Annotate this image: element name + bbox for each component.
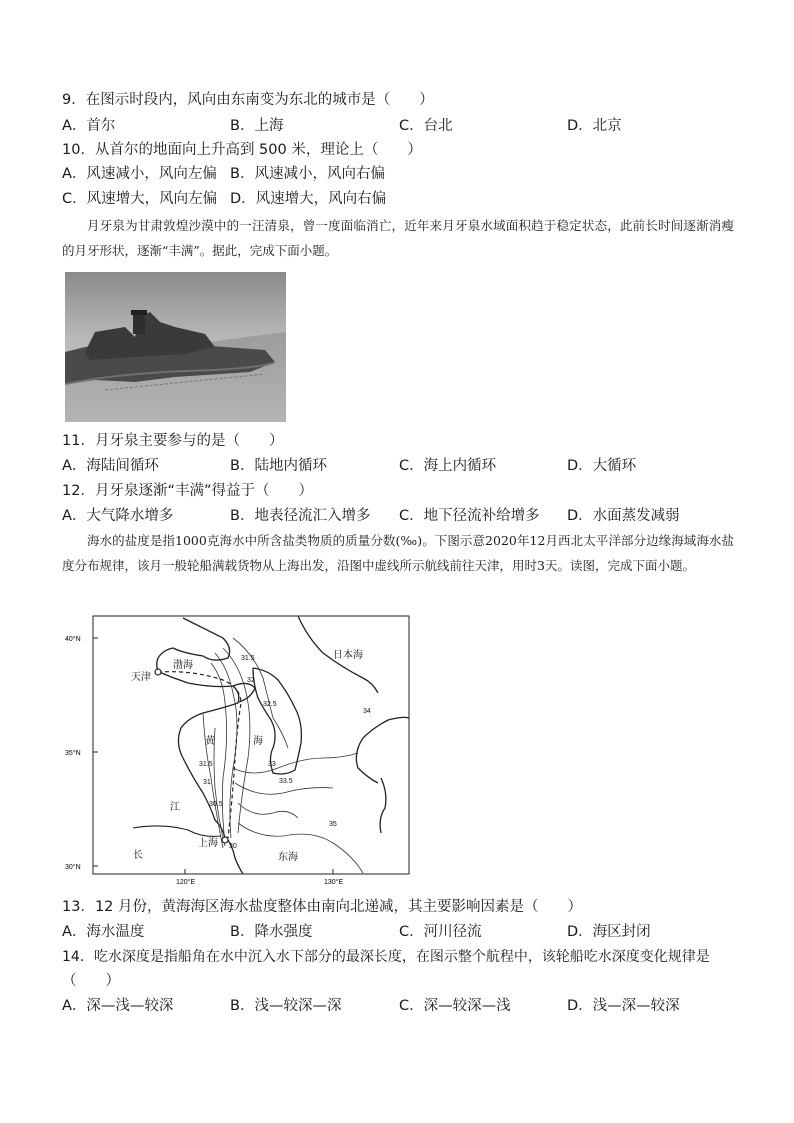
option-c: C．风速增大，风向左偏 bbox=[62, 191, 218, 207]
label-japan-sea: 日本海 bbox=[333, 650, 363, 661]
label-chang: 长 bbox=[133, 850, 143, 861]
label-tianjin: 天津 bbox=[131, 672, 151, 683]
lat-label-35: 35°N bbox=[65, 750, 81, 757]
option-b: B．陆地内循环 bbox=[230, 458, 327, 474]
label-donghai: 东海 bbox=[278, 852, 298, 863]
isohaline-label: 31 bbox=[203, 779, 211, 786]
option-b: B．浅—较深—深 bbox=[230, 998, 342, 1014]
option-b: B．地表径流汇入增多 bbox=[230, 508, 371, 524]
lon-label-120: 120°E bbox=[176, 879, 196, 886]
isohaline-label: 31.5 bbox=[199, 761, 213, 768]
option-c: C．地下径流补给增多 bbox=[399, 508, 540, 524]
option-d: D．北京 bbox=[567, 118, 622, 134]
shanghai-dot bbox=[222, 837, 228, 843]
isohaline-label: 34 bbox=[363, 708, 371, 715]
option-d: D．海区封闭 bbox=[567, 924, 651, 940]
label-shanghai: 上海 bbox=[198, 838, 218, 849]
isohaline-label: 32 bbox=[247, 677, 255, 684]
option-a: A．海水温度 bbox=[62, 924, 145, 940]
option-a: A．首尔 bbox=[62, 118, 116, 134]
isohaline-label: 33 bbox=[268, 761, 276, 768]
option-d: D．浅—深—较深 bbox=[567, 998, 680, 1014]
question-11-stem: 11．月牙泉主要参与的是（ ） bbox=[62, 433, 284, 449]
isohaline-label: 31.5 bbox=[241, 655, 255, 662]
label-bohai: 渤海 bbox=[173, 660, 193, 671]
question-12-stem: 12．月牙泉逐渐“丰满”得益于（ ） bbox=[62, 483, 313, 499]
option-c: C．台北 bbox=[399, 118, 453, 134]
option-a: A．风速减小，风向左偏 bbox=[62, 166, 217, 182]
option-d: D．水面蒸发减弱 bbox=[567, 508, 680, 524]
passage-salinity: 海水的盐度是指1000克海水中所含盐类物质的质量分数(‰)。下图示意2020年12月西北太平洋部分边缘海域海水盐度分布规律，该月一般轮船满载货物从上海出发，沿图中虚线所示航线前往天津，用时3天。读图，完成下面小题。 bbox=[62, 533, 734, 573]
lon-label-130: 130°E bbox=[324, 879, 344, 886]
option-a: A．深—浅—较深 bbox=[62, 998, 174, 1014]
lat-label-30: 30°N bbox=[65, 864, 81, 871]
option-c: C．深—较深—浅 bbox=[399, 998, 511, 1014]
label-huang: 黄 bbox=[205, 736, 215, 747]
option-a: A．海陆间循环 bbox=[62, 458, 159, 474]
question-10-stem: 10．从首尔的地面向上升高到 500 米，理论上（ ） bbox=[62, 142, 422, 158]
isohaline-label: 30.5 bbox=[209, 801, 223, 808]
isohaline-label: 35 bbox=[329, 821, 337, 828]
question-9-stem: 9．在图示时段内，风向由东南变为东北的城市是（ ） bbox=[62, 92, 434, 108]
question-14-stem-line2: （ ） bbox=[62, 973, 120, 989]
option-a: A．大气降水增多 bbox=[62, 508, 174, 524]
option-b: B．风速减小，风向右偏 bbox=[230, 166, 385, 182]
isohaline-label: 30 bbox=[229, 843, 237, 850]
lat-label-40: 40°N bbox=[65, 636, 81, 643]
option-d: D．风速增大，风向右偏 bbox=[230, 191, 387, 207]
tianjin-dot bbox=[155, 669, 161, 675]
option-c: C．河川径流 bbox=[399, 924, 482, 940]
label-hai: 海 bbox=[253, 736, 263, 747]
option-c: C．海上内循环 bbox=[399, 458, 497, 474]
isohaline-label: 32.5 bbox=[263, 701, 277, 708]
isohaline-label: 33.5 bbox=[279, 778, 293, 785]
crescent-spring-photo bbox=[65, 272, 286, 422]
passage-crescent-spring: 月牙泉为甘肃敦煌沙漠中的一汪清泉，曾一度面临消亡，近年来月牙泉水域面积趋于稳定状态，此前长时间逐渐消瘦的月牙形状，逐渐“丰满”。据此，完成下面小题。 bbox=[62, 218, 734, 258]
option-b: B．降水强度 bbox=[230, 924, 313, 940]
option-d: D．大循环 bbox=[567, 458, 637, 474]
question-14-stem-line1: 14．吃水深度是指船角在水中沉入水下部分的最深长度，在图示整个航程中，该轮船吃水深度变化规律是 bbox=[62, 949, 710, 965]
question-13-stem: 13．12 月份，黄海海区海水盐度整体由南向北递减，其主要影响因素是（ ） bbox=[62, 899, 583, 915]
option-b: B．上海 bbox=[230, 118, 284, 134]
salinity-map bbox=[63, 608, 413, 888]
label-jiang: 江 bbox=[170, 802, 180, 813]
